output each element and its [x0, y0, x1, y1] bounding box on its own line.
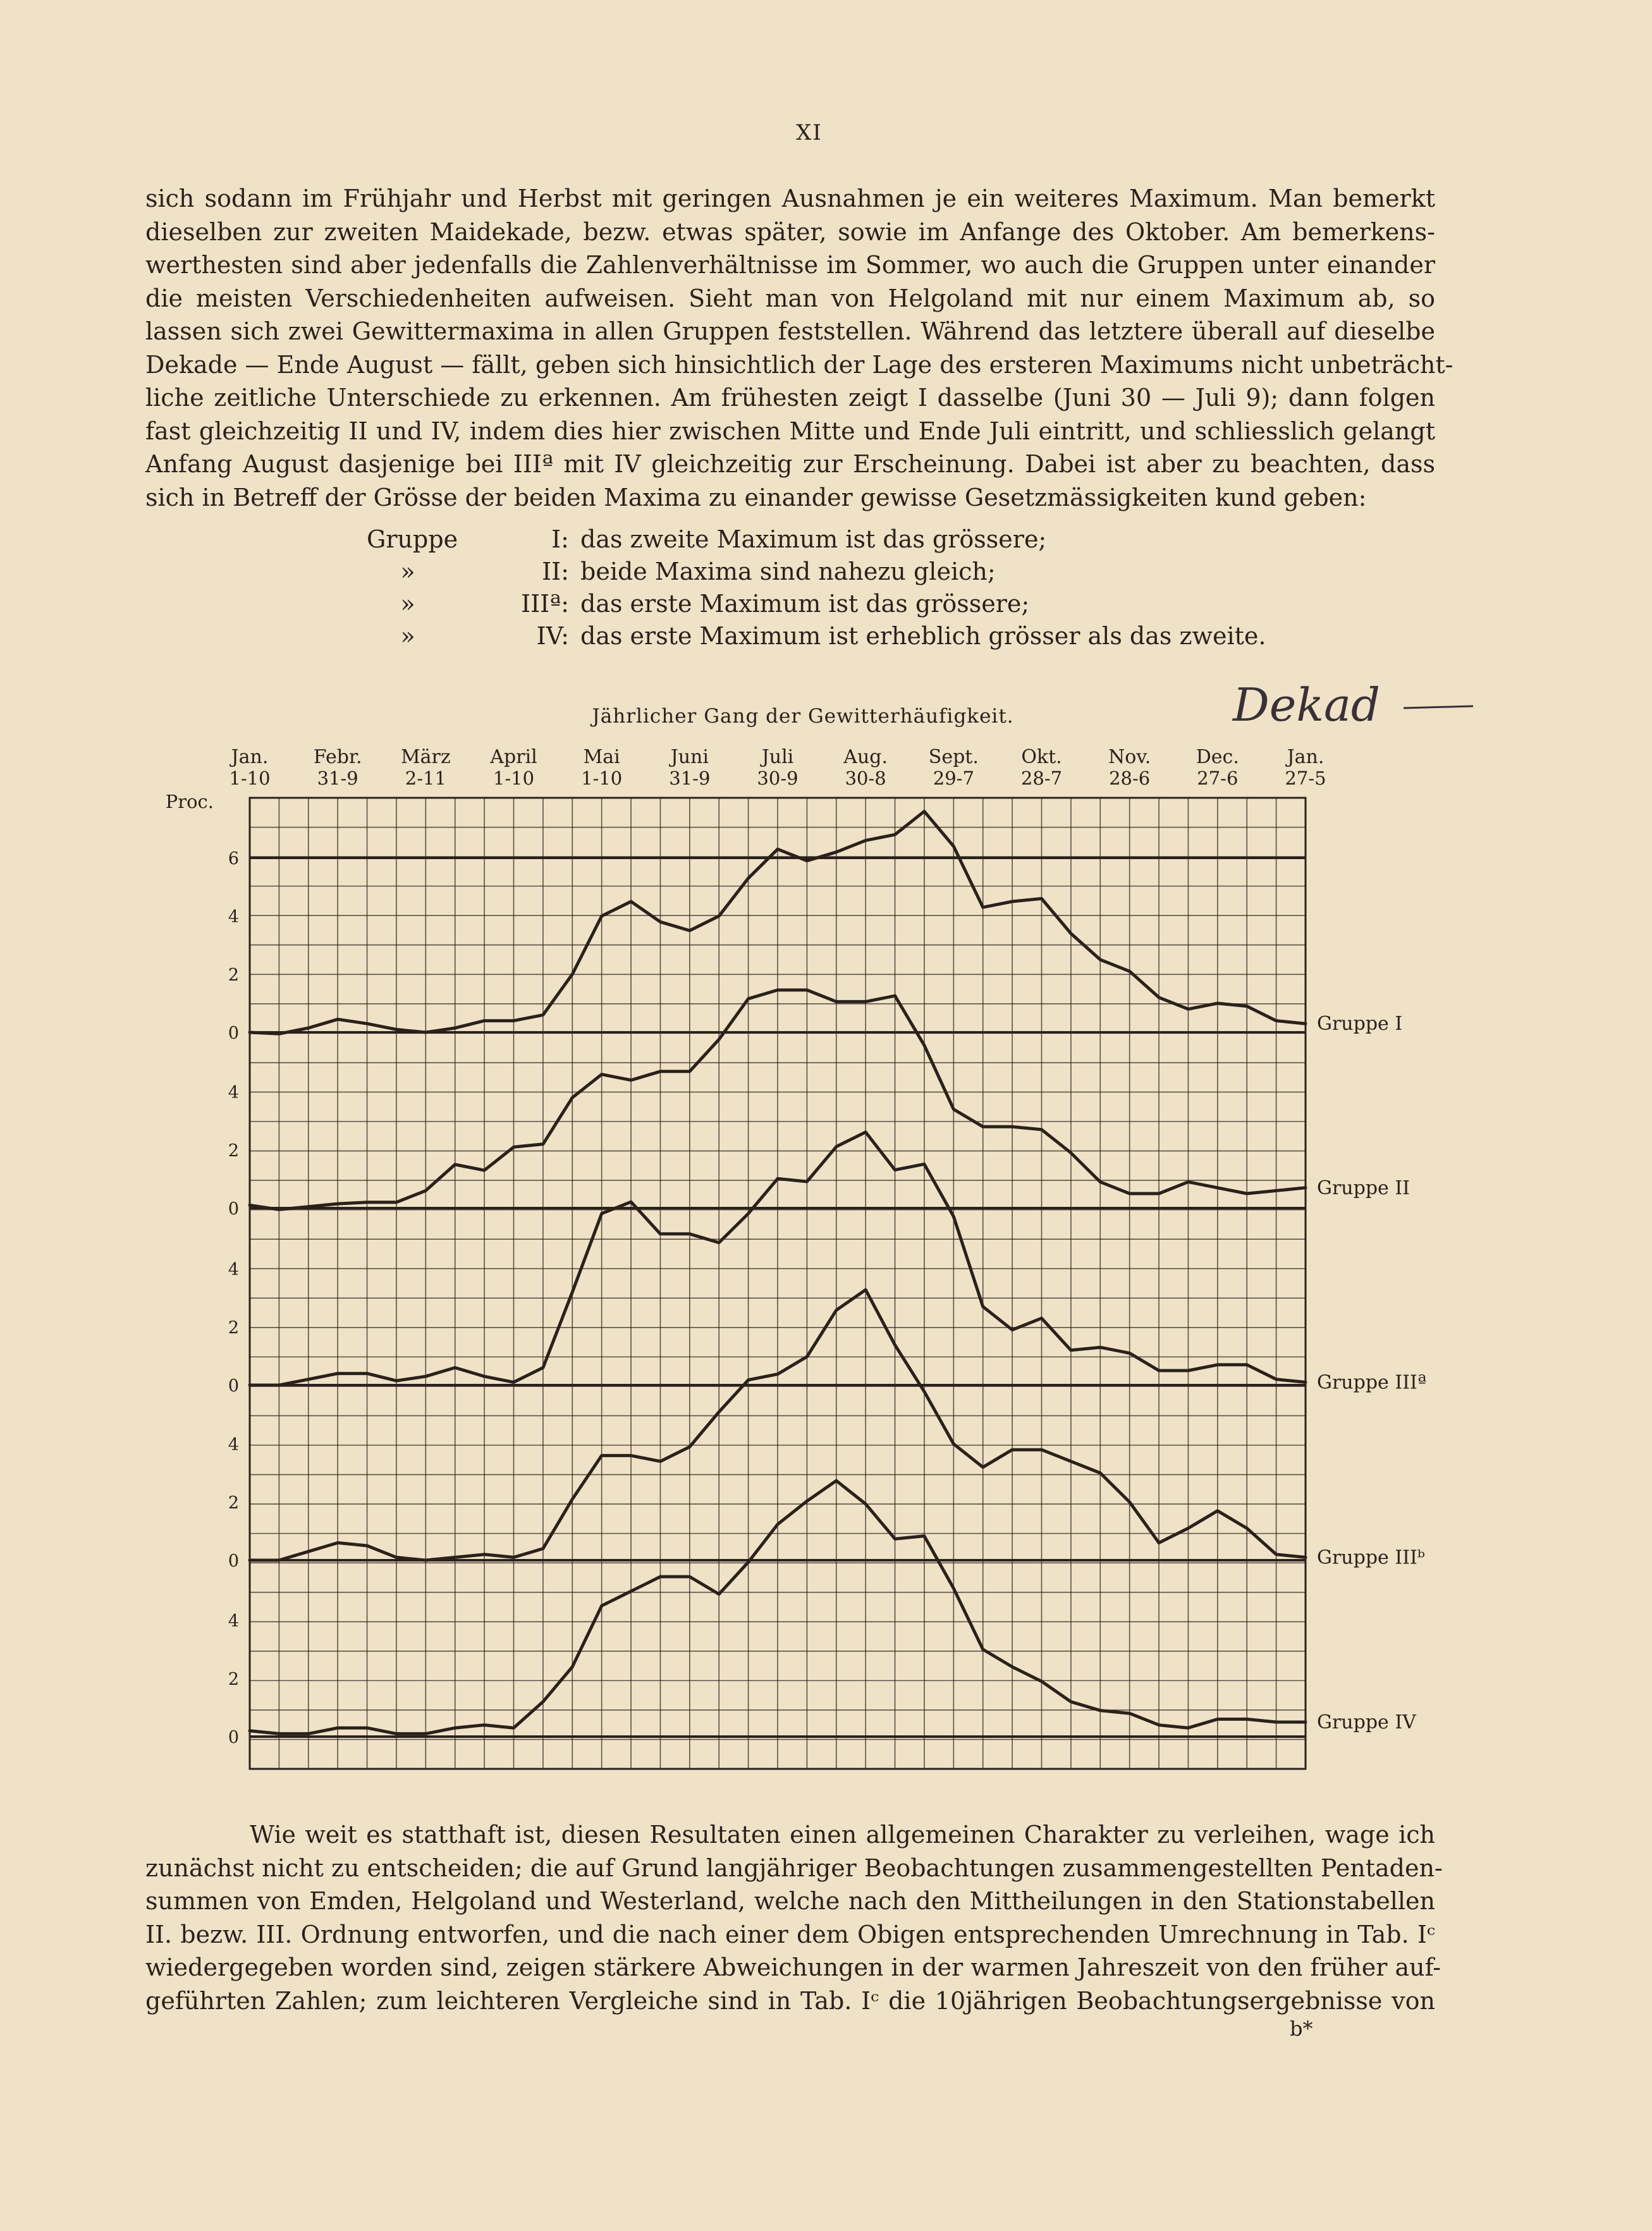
- y-axis-label: Proc.: [165, 791, 214, 812]
- paragraph-line: fast gleichzeitig II und IV, indem dies hier zwischen Mitte und Ende Juli eintritt, und schliesslich gelangt: [145, 417, 1435, 445]
- paragraph-line: lassen sich zwei Gewittermaxima in allen Gruppen feststellen. Während das letztere überall auf dieselbe: [145, 317, 1435, 345]
- series-label: Gruppe IV: [1317, 1711, 1416, 1733]
- list-item: [367, 620, 1266, 652]
- x-tick-days: 2-11: [405, 767, 446, 789]
- list-text: das erste Maximum ist das grössere;: [580, 590, 1030, 618]
- paragraph-line: Anfang August dasjenige bei IIIª mit IV gleichzeitig zur Erscheinung. Dabei ist aber zu beachten, dass: [145, 450, 1435, 478]
- paragraph-line: Wie weit es statthaft ist, diesen Resultaten einen allgemeinen Charakter zu verleihen, wage ich: [250, 1821, 1435, 1849]
- y-tick-label: 0: [228, 1199, 239, 1219]
- series-line: [250, 1132, 1306, 1385]
- x-tick-days: 1-10: [581, 767, 623, 789]
- list-group: II:: [542, 558, 569, 585]
- series-label: Gruppe IIIª: [1317, 1371, 1427, 1394]
- y-tick-label: 4: [228, 1435, 239, 1455]
- x-tick-days: 29-7: [933, 767, 974, 789]
- x-tick-month: Dec.: [1196, 746, 1239, 768]
- signature-mark: b*: [1290, 2017, 1313, 2041]
- handwritten-annotation: Dekad: [1233, 678, 1380, 731]
- paragraph-line: dieselben zur zweiten Maidekade, bezw. etwas später, sowie im Anfange des Oktober. Am bemerkens-: [145, 217, 1435, 246]
- list-prefix: »: [400, 558, 415, 585]
- list-text: das erste Maximum ist erheblich grösser als das zweite.: [580, 622, 1266, 650]
- series-label: Gruppe IIIᵇ: [1317, 1546, 1425, 1569]
- list-text: das zweite Maximum ist das grössere;: [580, 525, 1047, 553]
- paragraph-line: sich sodann im Frühjahr und Herbst mit geringen Ausnahmen je ein weiteres Maximum. Man bemerkt: [145, 185, 1435, 212]
- x-axis-labels: [229, 746, 1326, 789]
- group-list: [367, 523, 1266, 652]
- x-tick-days: 1-10: [493, 767, 535, 789]
- list-item: [367, 556, 1266, 588]
- y-tick-label: 2: [228, 965, 239, 985]
- list-prefix: Gruppe: [367, 525, 458, 553]
- paragraph-line: die meisten Verschiedenheiten aufweisen. Sieht man von Helgoland mit nur einem Maximum ab, so: [145, 284, 1435, 312]
- x-tick-days: 30-8: [845, 767, 886, 789]
- paragraph-line: sich in Betreff der Grösse der beiden Maxima zu einander gewisse Gesetzmässigkeiten kund geben:: [145, 483, 1367, 511]
- paragraph-line: liche zeitliche Unterschiede zu erkennen. Am frühesten zeigt I dasselbe (Juni 30 — Juli 9); dann folgen: [145, 384, 1435, 412]
- paragraph-2: [145, 1818, 1443, 2017]
- series-line: [250, 990, 1306, 1209]
- x-tick-days: 27-6: [1197, 767, 1239, 789]
- x-tick-month: Nov.: [1108, 746, 1151, 768]
- y-axis-labels: [228, 849, 239, 1747]
- y-tick-label: 0: [228, 1728, 239, 1747]
- chart-grid: [250, 798, 1306, 1769]
- list-item: [367, 588, 1266, 620]
- x-tick-month: Okt.: [1021, 746, 1062, 768]
- series-label: Gruppe II: [1317, 1177, 1410, 1199]
- paragraph-line: summen von Emden, Helgoland und Westerland, welche nach den Mittheilungen in den Stationstabellen: [145, 1887, 1435, 1915]
- list-item: [367, 523, 1266, 556]
- x-tick-month: Juli: [761, 746, 794, 768]
- paragraph-line: werthesten sind aber jedenfalls die Zahlenverhältnisse im Sommer, wo auch die Gruppen unter einander: [145, 251, 1435, 279]
- x-tick-days: 30-9: [757, 767, 798, 789]
- y-tick-label: 0: [228, 1551, 239, 1571]
- list-text: beide Maxima sind nahezu gleich;: [580, 558, 996, 585]
- x-tick-month: März: [400, 746, 451, 768]
- grid-frame: [250, 798, 1306, 1769]
- paragraph-line: Dekade — Ende August — fällt, geben sich hinsichtlich der Lage des ersteren Maximums nicht unbeträcht-: [145, 350, 1453, 379]
- list-group: I:: [551, 525, 569, 553]
- chart-title: Jährlicher Gang der Gewitterhäufigkeit.: [592, 705, 1014, 728]
- series-labels: [1317, 1013, 1426, 1733]
- series-line: [250, 811, 1306, 1034]
- y-tick-label: 2: [228, 1670, 239, 1689]
- y-tick-label: 0: [228, 1376, 239, 1396]
- x-tick-month: Jan.: [231, 746, 269, 768]
- series-line: [250, 1481, 1306, 1733]
- x-tick-month: Juni: [670, 746, 709, 768]
- x-tick-days: 1-10: [229, 767, 271, 789]
- y-tick-label: 4: [228, 907, 239, 927]
- x-tick-days: 27-5: [1285, 767, 1326, 789]
- x-tick-days: 31-9: [317, 767, 358, 789]
- y-tick-label: 4: [228, 1083, 239, 1103]
- page-number: XI: [796, 120, 823, 145]
- list-prefix: »: [400, 622, 415, 650]
- x-tick-days: 31-9: [669, 767, 711, 789]
- y-tick-label: 4: [228, 1260, 239, 1280]
- paragraph-line: II. bezw. III. Ordnung entworfen, und die nach einer dem Obigen entsprechenden Umrechnung in Tab. Iᶜ: [145, 1920, 1435, 1948]
- x-tick-month: April: [490, 746, 537, 768]
- x-tick-month: Febr.: [313, 746, 362, 768]
- y-tick-label: 4: [228, 1611, 239, 1631]
- y-tick-label: 2: [228, 1318, 239, 1338]
- paragraph-line: zunächst nicht zu entscheiden; die auf Grund langjähriger Beobachtungen zusammengestellten Pentaden-: [145, 1854, 1443, 1882]
- paragraph-1: [145, 182, 1453, 514]
- y-tick-label: 6: [228, 849, 239, 869]
- y-tick-label: 0: [228, 1024, 239, 1043]
- series-line: [250, 1290, 1306, 1560]
- annotation-stroke: [1404, 706, 1473, 708]
- x-tick-days: 28-6: [1109, 767, 1151, 789]
- x-tick-month: Mai: [583, 746, 620, 768]
- x-tick-month: Jan.: [1287, 746, 1325, 768]
- x-tick-month: Sept.: [928, 746, 979, 768]
- x-tick-month: Aug.: [843, 746, 888, 768]
- list-prefix: »: [400, 590, 415, 618]
- x-tick-days: 28-7: [1020, 767, 1063, 789]
- series-label: Gruppe I: [1317, 1013, 1403, 1036]
- paragraph-line: geführten Zahlen; zum leichteren Vergleiche sind in Tab. Iᶜ die 10jährigen Beobachtungsergebnisse von: [145, 1986, 1435, 2015]
- y-tick-label: 2: [228, 1141, 239, 1161]
- y-tick-label: 2: [228, 1493, 239, 1513]
- paragraph-line: wiedergegeben worden sind, zeigen stärkere Abweichungen in der warmen Jahreszeit von den früher auf-: [145, 1953, 1441, 1981]
- list-group: IIIª:: [521, 590, 569, 618]
- series-lines: [250, 811, 1306, 1733]
- list-group: IV:: [536, 622, 569, 650]
